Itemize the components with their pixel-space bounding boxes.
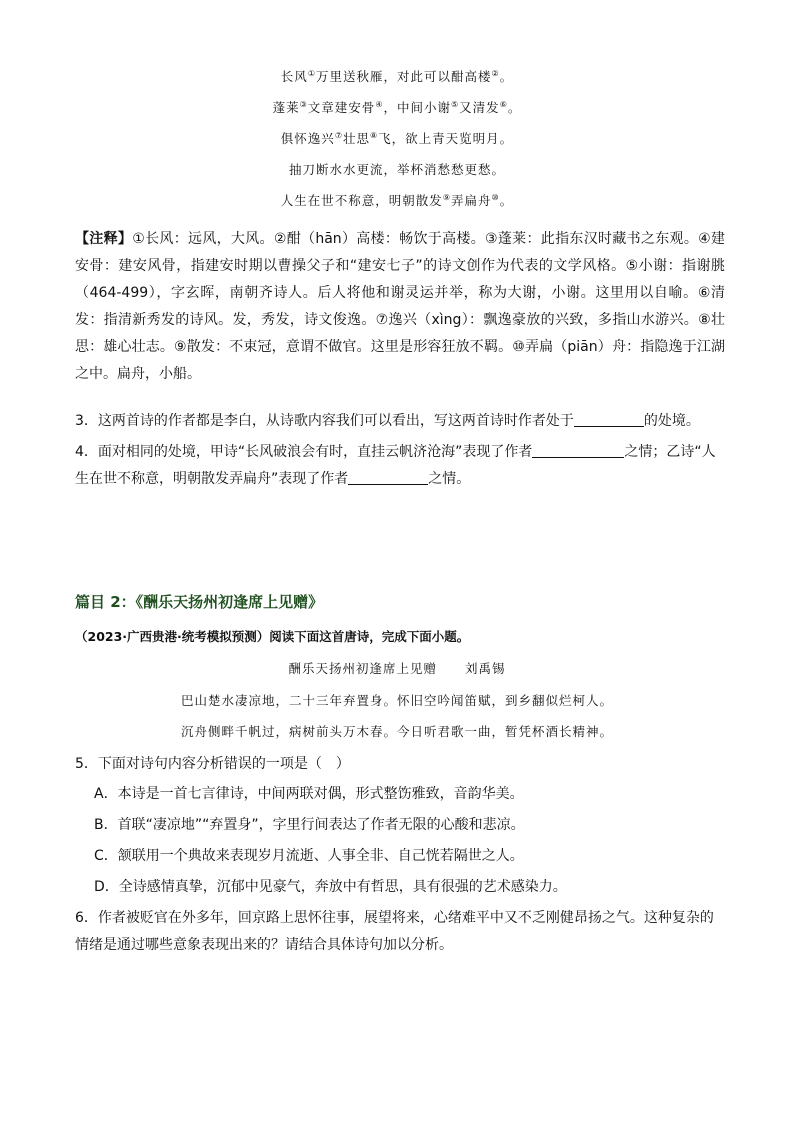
notes-text: ①长风：远风，大风。②酣（hān）高楼：畅饮于高楼。③蓬莱：此指东汉时藏书之东观。④建安骨：建安风骨，指建安时期以曹操父子和“建安七子”的诗文创作为代表的文学风格。⑤小谢：指谢朓（464-499），字玄晖，南朝齐诗人。后人将他和谢灵运并举，称为大谢，小谢。这里用以自喻。⑥清发：指清新秀发的诗风。发，秀发，诗文俊逸。⑦逸兴（xìng）：飘逸豪放的兴致，多指山水游兴。⑧壮思：雄心壮志。⑨散发：不束冠，意谓不做官。这里是形容狂放不羁。⑩弄扁（piān）舟：指隐逸于江湖之中。扁舟，小船。 bbox=[75, 231, 726, 382]
poem1-line-2: 蓬莱③文章建安骨④，中间小谢⑤又清发⑥。 bbox=[272, 99, 522, 115]
q5-option-d[interactable]: D．全诗感情真挚，沉郁中见豪气，奔放中有哲思，具有很强的艺术感染力。 bbox=[94, 879, 567, 895]
poem1-line-1: 长风①万里送秋雁，对此可以酣高楼②。 bbox=[280, 68, 514, 84]
q5-option-a[interactable]: A．本诗是一首七言律诗，中间两联对偶，形式整饬雅致，音韵华美。 bbox=[94, 786, 524, 802]
poem1-line-3: 俱怀逸兴⑦壮思⑧飞，欲上青天览明月。 bbox=[280, 130, 514, 146]
poem2-line-1: 巴山楚水凄凉地，二十三年弃置身。怀旧空吟闻笛赋，到乡翻似烂柯人。 bbox=[180, 693, 613, 708]
poem2-title-text: 酬乐天扬州初逢席上见赠 bbox=[288, 661, 437, 676]
question-4: 4．面对相同的处境，甲诗“长风破浪会有时，直挂云帆济沧海”表现了作者 之情；乙诗“人生在世不称意，明朝散发弄扁舟”表现了作者 之情。 bbox=[75, 444, 716, 487]
q4-answer-blank-1[interactable] bbox=[532, 443, 624, 458]
question-6: 6．作者被贬官在外多年，回京路上思怀往事，展望将来，心绪难平中又不乏刚健昂扬之气。这种复杂的情绪是通过哪些意象表现出来的？请结合具体诗句加以分析。 bbox=[75, 910, 714, 953]
poem2-title bbox=[0, 659, 794, 677]
poem2-line-2: 沉舟侧畔千帆过，病树前头万木春。今日听君歌一曲，暂凭杯酒长精神。 bbox=[180, 724, 613, 739]
q3-answer-blank[interactable] bbox=[574, 412, 644, 427]
q5-option-c[interactable]: C．颔联用一个典故来表现岁月流逝、人事全非、自己恍若隔世之人。 bbox=[94, 848, 524, 864]
question-3: 3．这两首诗的作者都是李白，从诗歌内容我们可以看出，写这两首诗时作者处于 的处境。 bbox=[75, 413, 700, 429]
question-5-stem: 5．下面对诗句内容分析错误的一项是（ ） bbox=[75, 756, 350, 772]
poem1-line-4: 抽刀断水水更流，举杯消愁愁更愁。 bbox=[288, 162, 505, 177]
section-2-title: 篇目 2：《酬乐天扬州初逢席上见赠》 bbox=[75, 593, 324, 611]
poem2-author: 刘禹锡 bbox=[465, 661, 506, 676]
notes-label: 【注释】 bbox=[75, 231, 133, 247]
poem1-line-5: 人生在世不称意，明朝散发⑨弄扁舟⑩。 bbox=[280, 192, 514, 208]
poem1-notes bbox=[75, 226, 725, 388]
section-2-intro: （2023·广西贵港·统考模拟预测）阅读下面这首唐诗，完成下面小题。 bbox=[75, 629, 470, 644]
q5-option-b[interactable]: B．首联“凄凉地”“弃置身”，字里行间表达了作者无限的心酸和悲凉。 bbox=[94, 817, 525, 833]
q4-answer-blank-2[interactable] bbox=[348, 470, 428, 485]
